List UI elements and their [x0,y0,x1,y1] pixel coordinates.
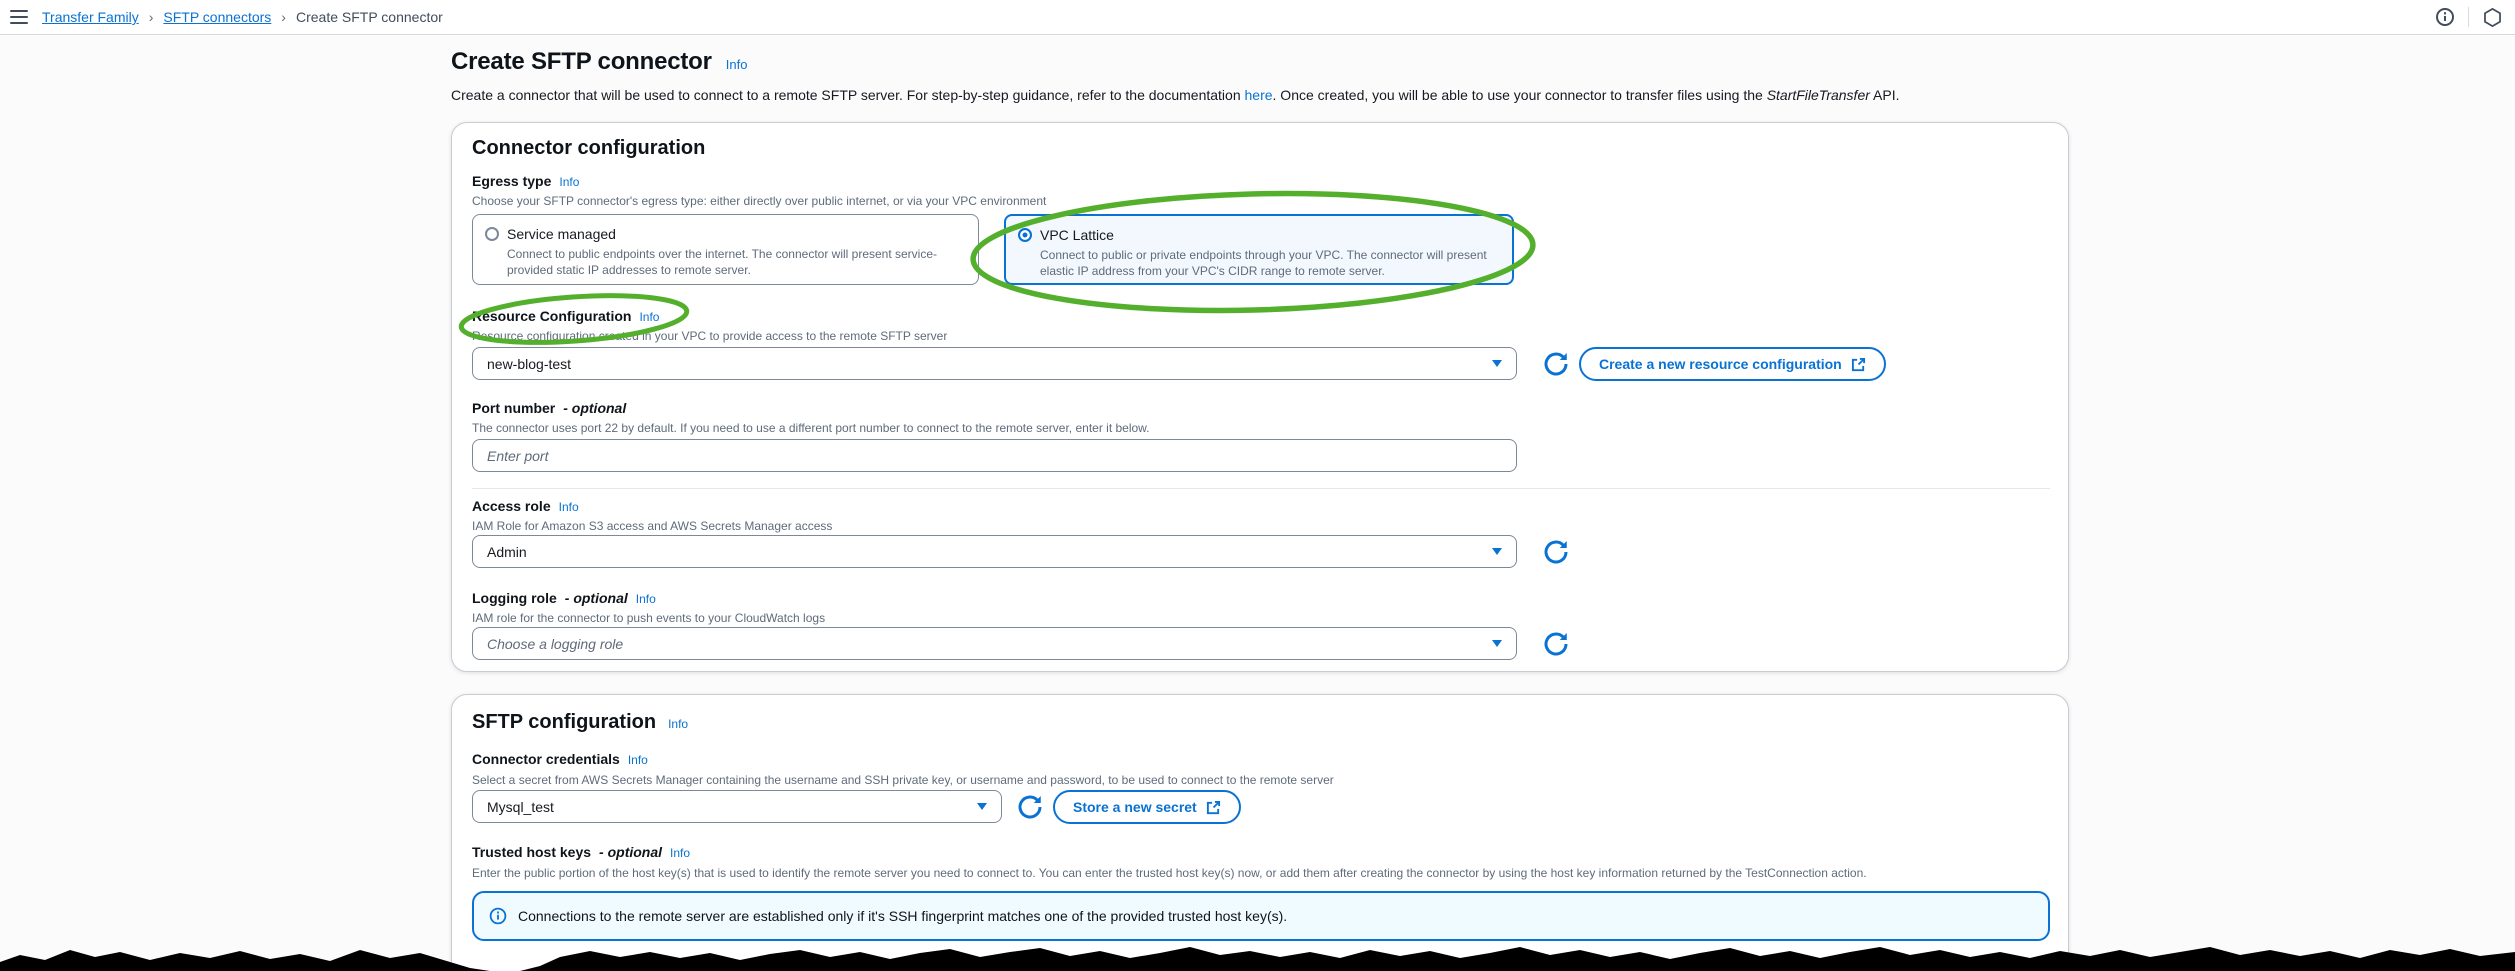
chevron-down-icon [977,803,987,810]
create-resource-configuration-label: Create a new resource configuration [1599,356,1842,372]
access-role-description: IAM Role for Amazon S3 access and AWS Secrets Manager access [472,519,833,533]
connector-credentials-refresh-button[interactable] [1014,791,1046,823]
radio-selected-icon[interactable] [1018,228,1032,242]
page-title: Create SFTP connector [451,48,712,75]
section-divider [472,488,2050,489]
resource-configuration-refresh-button[interactable] [1540,348,1572,380]
egress-type-description: Choose your SFTP connector's egress type: either directly over public internet, or via your VPC environment [472,194,1047,208]
topbar-actions [2435,7,2505,28]
sftp-configuration-card [451,694,2069,971]
logging-role-info-link[interactable]: Info [635,592,656,606]
chevron-down-icon [1492,548,1502,555]
create-resource-configuration-button[interactable] [1579,347,1886,381]
resource-configuration-info-link[interactable]: Info [639,310,660,324]
connector-configuration-card [451,122,2069,672]
connector-credentials-select[interactable] [472,790,1002,823]
info-circle-icon[interactable] [2435,7,2455,27]
external-link-icon [1206,800,1221,815]
store-new-secret-label: Store a new secret [1073,799,1197,815]
trusted-host-keys-info-alert [472,891,2050,941]
resource-configuration-value: new-blog-test [487,355,572,372]
store-new-secret-button[interactable] [1053,790,1241,824]
breadcrumb-transfer-family[interactable]: Transfer Family [42,9,139,25]
port-number-label: Port number [472,400,556,416]
breadcrumb [42,9,443,25]
radio-unselected-icon[interactable] [485,227,499,241]
logging-role-optional-label: - optional [564,590,628,606]
service-managed-label: Service managed [507,226,616,242]
page-description-text: API. [1869,87,1900,103]
chevron-down-icon [1492,640,1502,647]
trusted-host-keys-label: Trusted host keys [472,844,592,860]
page-title-info-link[interactable]: Info [725,57,748,72]
logging-role-refresh-button[interactable] [1540,628,1572,660]
topbar-divider [2468,7,2469,27]
chevron-down-icon [1492,360,1502,367]
connector-configuration-heading: Connector configuration [472,137,706,159]
logging-role-description: IAM role for the connector to push events to your CloudWatch logs [472,611,826,625]
service-managed-description: Connect to public endpoints over the internet. The connector will present service-provided static IP addresses to remote server. [507,247,938,277]
port-number-optional-label: - optional [563,400,627,416]
page-description [451,87,2071,103]
egress-option-vpc-lattice[interactable] [1004,214,1514,285]
egress-type-label: Egress type [472,173,552,189]
breadcrumb-sftp-connectors[interactable]: SFTP connectors [163,9,272,25]
resource-configuration-description: Resource configuration created in your VPC to provide access to the remote SFTP server [472,329,948,343]
port-number-field-wrap [472,439,1517,472]
info-circle-icon [489,907,507,925]
connector-credentials-info-link[interactable]: Info [627,753,648,767]
vpc-lattice-label: VPC Lattice [1040,227,1114,243]
egress-type-info-link[interactable]: Info [559,175,580,189]
hamburger-menu-icon[interactable] [10,10,28,24]
alert-message: Connections to the remote server are established only if it's SSH fingerprint matches one of the provided trusted host key(s). [518,908,1288,924]
breadcrumb-separator-icon: › [148,9,154,25]
connector-credentials-label: Connector credentials [472,751,620,767]
access-role-refresh-button[interactable] [1540,536,1572,568]
sftp-configuration-info-link[interactable]: Info [668,717,689,731]
connector-credentials-description: Select a secret from AWS Secrets Manager containing the username and SSH private key, or username and password, to be used to connect to the remote server [472,773,1334,787]
breadcrumb-current-page: Create SFTP connector [295,9,443,25]
page-header [451,48,2071,103]
top-navigation-bar [0,0,2515,35]
egress-option-service-managed[interactable] [472,214,979,285]
external-link-icon [1851,357,1866,372]
logging-role-placeholder: Choose a logging role [487,635,624,652]
access-role-value: Admin [487,543,527,560]
trusted-host-keys-description: Enter the public portion of the host key(s) that is used to identify the remote server you need to connect to. You can enter the trusted host key(s) now, or add them after creating the connector by using the host key information returned by the TestConnection action. [472,866,1867,880]
access-role-select[interactable] [472,535,1517,568]
resource-configuration-select[interactable] [472,347,1517,380]
documentation-here-link[interactable]: here [1244,87,1273,103]
sftp-configuration-heading: SFTP configuration [472,711,657,733]
access-role-info-link[interactable]: Info [558,500,579,514]
start-file-transfer-api: StartFileTransfer [1766,87,1870,103]
breadcrumb-separator-icon: › [281,9,286,25]
hexagon-icon[interactable] [2482,7,2503,28]
port-number-input[interactable] [487,448,1502,464]
port-number-description: The connector uses port 22 by default. If you need to use a different port number to connect to the remote server, enter it below. [472,421,1150,435]
page-description-text: Create a connector that will be used to connect to a remote SFTP server. For step-by-step guidance, refer to the documentation [451,87,1245,103]
page-description-text: . Once created, you will be able to use your connector to transfer files using the [1272,87,1767,103]
logging-role-label: Logging role [472,590,557,606]
connector-credentials-value: Mysql_test [487,798,554,815]
access-role-label: Access role [472,498,551,514]
vpc-lattice-description: Connect to public or private endpoints through your VPC. The connector will present elastic IP address from your VPC's CIDR range to remote server. [1040,248,1487,278]
resource-configuration-label: Resource Configuration [472,308,632,324]
trusted-host-keys-info-link[interactable]: Info [670,846,691,860]
logging-role-select[interactable] [472,627,1517,660]
trusted-host-keys-optional-label: - optional [599,844,663,860]
